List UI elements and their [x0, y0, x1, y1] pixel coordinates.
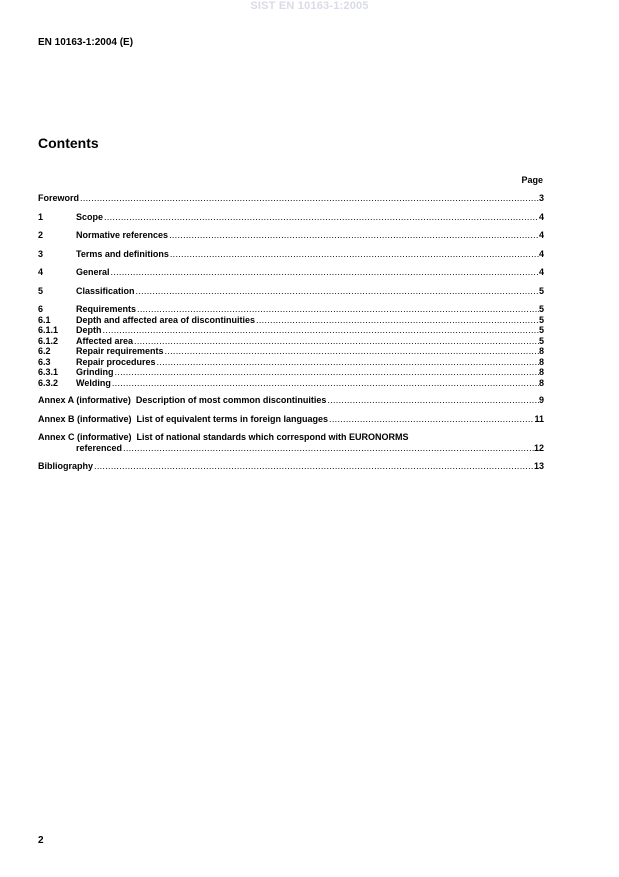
toc-entry-repair-procedures[interactable] [38, 357, 544, 368]
toc-entry-page: 8 [538, 377, 544, 388]
toc-entry-title: Foreword [38, 193, 80, 203]
toc-entry-title: Repair requirements [76, 346, 164, 356]
watermark: SIST EN 10163-1:2005 [250, 0, 369, 12]
toc-entry-number: 6.1 [38, 314, 51, 325]
toc-entry-number: 6.3.1 [38, 367, 59, 377]
toc-entry-welding[interactable] [38, 378, 544, 389]
toc-entry-repair-requirements[interactable] [38, 346, 544, 357]
toc-leader-dots [112, 378, 539, 389]
toc-leader-dots [94, 461, 534, 472]
toc-entry-page: 8 [538, 356, 544, 367]
toc-entry-depth[interactable] [38, 325, 544, 336]
table-of-contents [38, 193, 544, 472]
toc-entry-title: Welding [76, 377, 111, 388]
toc-entry-title: General [76, 267, 110, 277]
toc-entry-depth-area[interactable] [38, 315, 544, 326]
toc-leader-dots [136, 286, 539, 297]
toc-entry-annex-a[interactable] [38, 395, 544, 406]
toc-entry-page: 5 [538, 304, 544, 314]
toc-entry-title: Terms and definitions [76, 248, 169, 259]
toc-entry-title: Depth [76, 325, 102, 335]
toc-leader-dots [256, 315, 539, 326]
toc-entry-page: 5 [538, 314, 544, 325]
toc-entry-requirements[interactable] [38, 304, 544, 315]
toc-entry-foreword[interactable] [38, 193, 544, 204]
toc-entry-number: 3 [38, 248, 44, 259]
toc-entry-title: Classification [76, 285, 135, 296]
toc-leader-dots [111, 267, 539, 278]
toc-entry-title: Grinding [76, 367, 114, 377]
toc-leader-dots [134, 336, 539, 347]
toc-entry-number: 6.2 [38, 346, 51, 356]
page-column-header: Page [521, 175, 543, 185]
toc-entry-page: 8 [538, 367, 544, 377]
toc-entry-annex-b[interactable] [38, 414, 544, 425]
toc-leader-dots [169, 230, 539, 241]
footer-page-number: 2 [38, 835, 44, 846]
toc-entry-title: Normative references [76, 230, 169, 240]
toc-entry-number: 6.1.2 [38, 335, 59, 346]
toc-entry-title: Scope [76, 211, 104, 222]
document-id: EN 10163-1:2004 (E) [38, 37, 134, 48]
toc-entry-annex-c[interactable] [38, 432, 544, 453]
toc-leader-dots [170, 249, 539, 260]
toc-leader-dots [327, 395, 539, 406]
toc-entry-title: Depth and affected area of discontinuities [76, 314, 256, 325]
toc-entry-title: Repair procedures [76, 356, 156, 367]
toc-entry-title-line2: referenced [76, 442, 123, 453]
toc-entry-title: Annex A (informative) Description of most common discontinuities [38, 395, 327, 405]
toc-entry-page: 12 [533, 442, 544, 453]
toc-leader-dots [137, 304, 539, 315]
toc-leader-dots [115, 367, 539, 378]
toc-entry-scope[interactable] [38, 212, 544, 223]
toc-entry-page: 11 [534, 413, 544, 424]
toc-leader-dots [123, 443, 534, 454]
toc-leader-dots [103, 325, 539, 336]
toc-entry-number: 4 [38, 267, 44, 277]
toc-entry-affected-area[interactable] [38, 336, 544, 347]
toc-entry-title: Affected area [76, 335, 134, 346]
toc-leader-dots [157, 357, 539, 368]
toc-entry-page: 4 [538, 248, 544, 259]
toc-entry-number: 5 [38, 285, 44, 296]
toc-entry-number: 1 [38, 211, 44, 222]
toc-entry-page: 9 [538, 395, 544, 405]
toc-entry-general[interactable] [38, 267, 544, 278]
toc-leader-dots [165, 346, 539, 357]
toc-entry-title-line1: Annex C (informative) List of national standards which correspond with EURONORMS [38, 432, 409, 442]
toc-entry-page: 4 [538, 267, 544, 277]
toc-entry-number: 6 [38, 304, 44, 314]
toc-entry-page: 8 [538, 346, 544, 356]
toc-entry-classification[interactable] [38, 286, 544, 297]
toc-entry-terms[interactable] [38, 249, 544, 260]
toc-entry-title: Annex B (informative) List of equivalent terms in foreign languages [38, 413, 329, 424]
toc-entry-number: 6.3.2 [38, 377, 59, 388]
toc-entry-number: 2 [38, 230, 44, 240]
toc-entry-number: 6.1.1 [38, 325, 59, 335]
toc-entry-bibliography[interactable] [38, 461, 544, 472]
toc-entry-page: 4 [538, 211, 544, 222]
toc-entry-title: Requirements [76, 304, 137, 314]
toc-entry-page: 13 [533, 461, 544, 471]
page-title: Contents [38, 135, 99, 151]
toc-entry-page: 4 [538, 230, 544, 240]
toc-entry-page: 5 [538, 335, 544, 346]
toc-leader-dots [80, 193, 539, 204]
toc-entry-page: 3 [538, 193, 544, 203]
toc-entry-grinding[interactable] [38, 367, 544, 378]
toc-leader-dots [104, 212, 539, 223]
toc-entry-page: 5 [538, 325, 544, 335]
toc-entry-normative-references[interactable] [38, 230, 544, 241]
toc-entry-title: Bibliography [38, 461, 94, 471]
toc-entry-number: 6.3 [38, 356, 51, 367]
toc-entry-page: 5 [538, 285, 544, 296]
toc-leader-dots [329, 414, 534, 425]
